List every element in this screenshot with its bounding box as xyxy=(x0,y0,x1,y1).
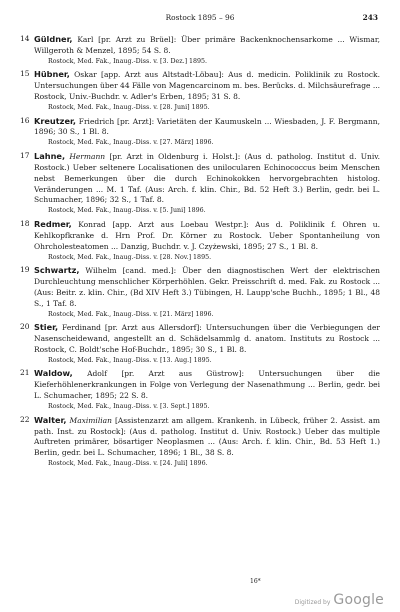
dissertation-note: Rostock, Med. Fak., Inaug.-Diss. v. [21. März] 1896. xyxy=(48,310,214,318)
google-logo: Google xyxy=(333,592,384,608)
entry-title: Adolf [pr. Arzt aus Güstrow]: Untersuchungen über die Kieferhöhlenerkrankungen in Folge von Verlegung der Nasenathmung ... Berlin, gedr. bei L. Schumacher, 1895; 22 S. 8. xyxy=(34,369,380,401)
entry-text xyxy=(34,34,380,57)
watermark xyxy=(295,592,384,608)
list-item xyxy=(20,69,380,113)
entry-number: 19 xyxy=(20,265,30,275)
entry-text xyxy=(34,151,380,207)
dissertation-note: Rostock, Med. Fak., Inaug.-Diss. v. [28. Juni] 1895. xyxy=(48,104,210,112)
dissertation-note: Rostock, Med. Fak., Inaug.-Diss. v. [27. März] 1896. xyxy=(48,139,214,147)
entry-number: 14 xyxy=(20,34,30,43)
author-name: Kreutzer, xyxy=(34,115,76,126)
dissertation-note: Rostock, Med. Fak., Inaug.-Diss. v. [24. Juli] 1896. xyxy=(48,460,208,468)
list-item xyxy=(20,219,380,263)
list-item xyxy=(20,415,380,470)
entry-text xyxy=(34,116,380,139)
entry-number: 22 xyxy=(20,414,30,424)
dissertation-note: Rostock, Med. Fak., Inaug.-Diss. v. [28. Nov.] 1895. xyxy=(48,253,212,261)
running-header xyxy=(22,12,378,24)
author-given-name: Hermann xyxy=(69,151,106,161)
entry-title: Ferdinand [pr. Arzt aus Allersdorf]: Untersuchungen über die Verbiegungen der Nasenscheidewand, angestellt an d. Schädelsammlg d. anatom. Instituts zu Rostock ... Rostock, C. Boldt'sche Hof-Buchdr., 1895; 30 S., 1 Bl. 8. xyxy=(34,323,380,355)
page-number: 243 xyxy=(362,13,378,22)
author-name: Schwartz, xyxy=(34,265,80,276)
entry-title: [pr. Arzt in Oldenburg i. Holst.]: (Aus d. patholog. Institut d. Univ. Rostock.) Ueber seltenere Localisationen des unilocularen Echinococcus beim Menschen nebst Bemerkungen über die durch Echinokokken hervorgebrachten histolog. Veränderungen ... M. 1 Taf. (Aus: Arch. f. klin. Chir., Bd. 52 Heft 3.) Berlin, gedr. bei L. Schumacher, 1896; 32 S., 1 Taf. 8. xyxy=(34,151,380,205)
list-item xyxy=(20,34,380,67)
entry-number: 16 xyxy=(20,115,30,125)
entry-title: Friedrich [pr. Arzt]: Varietäten der Kaumuskeln ... Wiesbaden, J. F. Bergmann, 1896; 30 S., 1 Bl. 8. xyxy=(34,116,381,137)
dissertation-note: Rostock, Med. Fak., Inaug.-Diss. v. [5. Juni] 1896. xyxy=(48,207,206,215)
signature-mark: 16* xyxy=(250,578,261,585)
author-name: Hübner, xyxy=(34,69,70,80)
list-item xyxy=(20,322,380,366)
entry-text xyxy=(34,322,380,356)
entry-number: 15 xyxy=(20,69,30,79)
dissertation-note: Rostock, Med. Fak., Inaug.-Diss. v. [3. Sept.] 1895. xyxy=(48,403,210,411)
entry-text xyxy=(34,368,380,402)
running-title: Rostock 1895 – 96 xyxy=(165,13,235,22)
author-name: Redmer, xyxy=(34,218,72,229)
list-item xyxy=(20,151,380,217)
entry-text xyxy=(34,69,380,103)
entry-text xyxy=(34,415,380,460)
entry-title: Oskar [app. Arzt aus Altstadt-Löbau]: Aus d. medicin. Poliklinik zu Rostock. Untersuchungen über 44 Fälle von Magencarcinom m. bes. Berücks. d. Milchsäurefrage ... Rostock, Univ.-Buchdr. v. Adler's Erben, 1895; 31 S. 8. xyxy=(34,70,380,102)
entry-number: 17 xyxy=(20,150,30,160)
entry-list xyxy=(20,34,380,472)
author-name: Güldner, xyxy=(34,34,73,44)
author-name: Lahne, xyxy=(34,150,66,161)
author-name: Waldow, xyxy=(34,368,73,379)
author-given-name: Maximilian xyxy=(69,415,112,425)
entry-title: Karl [pr. Arzt zu Brüel]: Über primäre Backenknochensarkome ... Wismar, Willgeroth & Menzel, 1895; 54 S. 8. xyxy=(34,35,380,55)
dissertation-note: Rostock, Med. Fak., Inaug.-Diss. v. [13. Aug.] 1895. xyxy=(48,356,212,364)
list-item xyxy=(20,116,380,149)
watermark-prefix: Digitized by xyxy=(294,599,331,606)
entry-text xyxy=(34,219,380,253)
entry-title: Wilhelm [cand. med.]: Über den diagnostischen Wert der elektrischen Durchleuchtung menschlicher Körperhöhlen. Gekr. Preisschrift d. med. Fak. zu Rostock ... (Aus: Beitr. z. klin. Chir., (Bd XIV Heft 3.) Tübingen, H. Laupp'sche Buchh., 1895; 1 Bl., 48 S., 1 Taf. 8. xyxy=(34,266,380,308)
author-name: Stier, xyxy=(34,322,59,333)
list-item xyxy=(20,265,380,320)
entry-number: 18 xyxy=(20,218,30,228)
author-name: Walter, xyxy=(34,414,67,425)
entry-title: [Assistenzarzt am allgem. Krankenh. in Lübeck, früher 2. Assist. am path. Inst. zu Rostock]: (Aus d. patholog. Institut d. Univ. Rostock.) Ueber das multiple Auftreten primärer, bösartiger Neoplasmen ... (Aus: Arch. f. klin. Chir., Bd. 53 Heft 1.) Berlin, gedr. bei L. Schumacher, 1896; 1 Bl., 38 S. 8. xyxy=(34,415,380,458)
entry-text xyxy=(34,265,380,310)
dissertation-note: Rostock, Med. Fak., Inaug.-Diss. v. [3. Dez.] 1895. xyxy=(48,57,208,65)
entry-number: 21 xyxy=(20,368,30,378)
entry-title: Konrad [app. Arzt aus Loebau Westpr.]: Aus d. Poliklinik f. Ohren u. Kehlkopfkranke d. Hrn Prof. Dr. Körner zu Rostock. Ueber Spontanheilung von Ohrcholesteatomen ... Danzig, Buchdr. v. J. Czyżewski, 1895; 27 S., 1 Bl. 8. xyxy=(34,219,380,251)
list-item xyxy=(20,368,380,412)
entry-number: 20 xyxy=(20,322,30,332)
